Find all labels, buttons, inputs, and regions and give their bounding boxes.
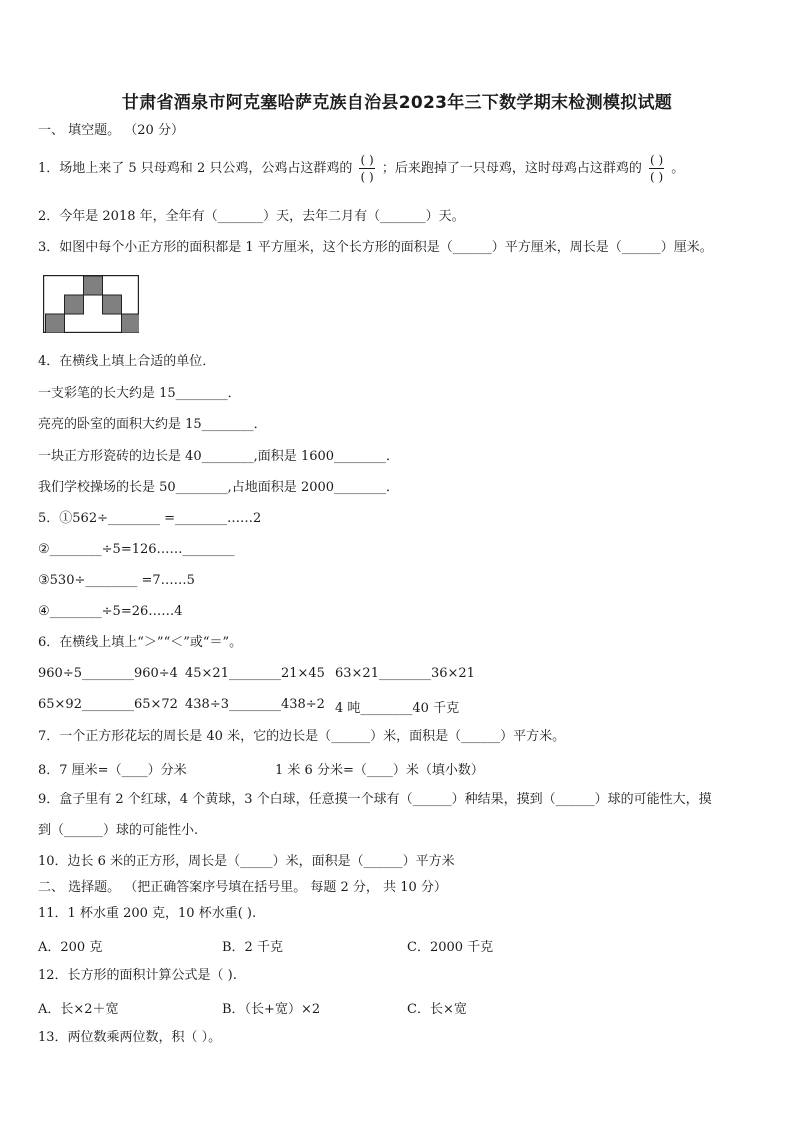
shaded-square [65,295,84,314]
question-9-line-2: 到（______）球的可能性小. [38,823,199,838]
question-4-stem: 4．在横线上填上合适的单位． [38,354,216,369]
question-4-line-4: 我们学校操场的长是 50________,占地面积是 2000________． [38,480,400,495]
q1-fraction-1 [359,152,374,185]
section-1-heading: 一、 填空题。 （20 分） [38,123,184,138]
question-3: 3．如图中每个小正方形的面积都是 1 平方厘米，这个长方形的面积是（______）平方厘米，周长是（______）厘米。 [38,240,713,255]
shaded-square [84,276,103,295]
question-6-row-2-item-3: 4 吨________40 千克 [335,701,460,716]
question-11-stem: 11．1 杯水重 200 克，10 杯水重( ). [38,906,257,921]
page-title: 甘肃省酒泉市阿克塞哈萨克族自治县2023年三下数学期末检测模拟试题 [121,93,673,113]
shaded-square [46,314,65,333]
question-7: 7．一个正方形花坛的周长是 40 米，它的边长是（______）米，面积是（______）平方米。 [38,729,566,744]
question-4-line-2: 亮亮的卧室的面积大约是 15________． [38,417,267,432]
question-6-row-1-item-3: 63×21________36×21 [335,666,475,681]
q1-fraction-2-denominator: ( ) [649,170,664,184]
question-1 [38,152,684,186]
question-11-option-a: A．200 克 [38,940,103,955]
q1-fraction-1-denominator: ( ) [360,170,374,184]
question-2: 2．今年是 2018 年，全年有（_______）天，去年二月有（_______）天。 [38,209,465,224]
q1-text-1: 1．场地上来了 5 只母鸡和 2 只公鸡，公鸡占这群鸡的 [38,161,353,176]
q1-fraction-2-numerator: ( ) [649,153,664,167]
question-4-line-3: 一块正方形瓷砖的边长是 40________,面积是 1600________． [38,449,400,464]
q1-text-2: ；后来跑掉了一只母鸡，这时母鸡占这群鸡的 [381,161,642,176]
question-4-line-1: 一支彩笔的长大约是 15________． [38,386,241,401]
question-6-row-1-item-1: 960÷5________960÷4 [38,666,178,681]
question-5-line-4: ④________÷5=26……4 [38,604,183,619]
q1-fraction-1-numerator: ( ) [360,153,374,167]
question-12-option-c: C．长×宽 [407,1002,467,1017]
q1-text-3: 。 [671,161,685,176]
question-5-line-3: ③530÷________ =7……5 [38,573,195,588]
question-9-line-1: 9．盒子里有 2 个红球，4 个黄球，3 个白球，任意摸一个球有（______）种结果，摸到（______）球的可能性大，摸 [38,792,712,807]
shaded-square [122,314,140,333]
question-5-line-2: ②________÷5=126……________ [38,542,235,557]
question-12-option-b: B．（长+宽）×2 [222,1002,321,1017]
question-12-stem: 12．长方形的面积计算公式是（ ). [38,968,237,983]
question-12-option-a: A．长×2＋宽 [38,1002,119,1017]
question-6-row-2-item-2: 438÷3________438÷2 [185,697,325,712]
question-6-row-1-item-2: 45×21________21×45 [185,666,325,681]
question-13: 13．两位数乘两位数，积（ ）。 [38,1030,222,1045]
question-8-part-a: 8．7 厘米=（____）分米 [38,763,187,778]
section-2-heading: 二、 选择题。 （把正确答案序号填在括号里。 每题 2 分， 共 10 分） [38,880,447,895]
question-6-stem: 6．在横线上填上“＞”“＜”或“＝”。 [38,635,243,650]
shaded-square [103,295,122,314]
question-6-row-2-item-1: 65×92________65×72 [38,697,178,712]
question-11-option-c: C．2000 千克 [407,940,494,955]
question-5-line-1: 5．①562÷________ =________……2 [38,511,262,526]
question-8-part-b: 1 米 6 分米=（____）米（填小数） [275,763,484,778]
q1-fraction-2 [649,152,664,185]
question-10: 10．边长 6 米的正方形，周长是（_____）米，面积是（______）平方米 [38,854,455,869]
rectangle-grid-figure [43,275,139,333]
question-11-option-b: B．2 千克 [222,940,283,955]
